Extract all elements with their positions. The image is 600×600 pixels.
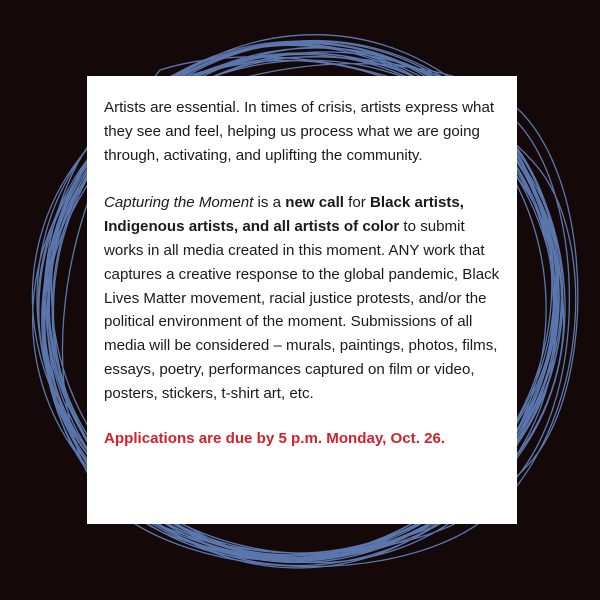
call-audience: Black artists, Indigenous artists, and all artists of color bbox=[104, 194, 464, 236]
call-text-3: to submit works in all media created in this moment. ANY work that captures a creative response to the global pandemic, Black Lives Matter movement, racial justice protests, and/or the political environment of the moment. Submissions of all media will be considered – murals, paintings, photos, films, essays, poetry, performances captured on film or video, posters, stickers, t-shirt art, etc. bbox=[104, 218, 500, 402]
deadline-text: Applications are due by 5 p.m. Monday, Oct. 26. bbox=[104, 429, 446, 447]
call-paragraph bbox=[104, 191, 503, 405]
call-text-2: for bbox=[343, 194, 370, 212]
call-title: Capturing the Moment bbox=[104, 194, 254, 212]
new-call-label: new call bbox=[285, 194, 344, 212]
intro-paragraph: Artists are essential. In times of crisis, artists express what they see and feel, helping us process what we are going through, activating, and uplifting the community. bbox=[104, 99, 495, 164]
call-text-1: is a bbox=[253, 194, 286, 212]
announcement-card bbox=[87, 76, 517, 524]
